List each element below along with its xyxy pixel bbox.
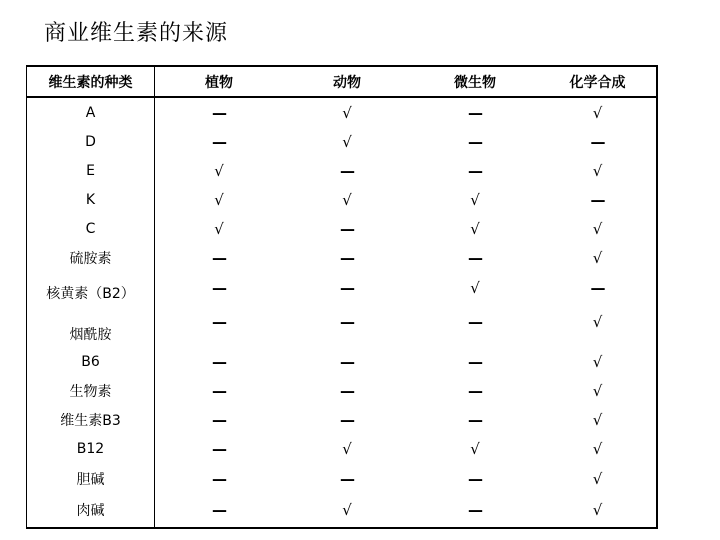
table-cell-microbe: √ (470, 440, 480, 458)
table-cell-plant: √ (214, 219, 224, 238)
table-row-name: A (27, 98, 155, 128)
header-cell-microbe: 微生物 (411, 67, 539, 98)
table-cell-chemical-synthesis: √ (592, 219, 603, 238)
table-cell-plant: — (212, 411, 226, 429)
table-cell-plant: — (212, 279, 226, 297)
table-cell-chemical-synthesis: √ (592, 411, 603, 429)
header-cell-animal: 动物 (283, 67, 411, 98)
table-cell-microbe: — (468, 411, 482, 429)
table-cell-chemical-synthesis: √ (592, 353, 603, 371)
table-cell-plant: — (212, 353, 226, 371)
table-cell-plant: — (212, 440, 226, 458)
table-cell-plant: — (212, 469, 226, 488)
table-cell-chemical-synthesis: √ (592, 249, 603, 267)
table-row-name: 维生素B3 (27, 406, 155, 434)
table-row-name: 核黄素（B2） (27, 273, 155, 307)
table-cell-microbe: — (468, 162, 482, 180)
table-cell-chemical-synthesis: — (590, 279, 605, 297)
table-cell-animal: — (340, 382, 354, 400)
table-cell-animal: √ (342, 501, 352, 519)
table-cell-microbe: — (468, 382, 482, 400)
table-cell-chemical-synthesis: √ (592, 104, 603, 122)
table-cell-animal: — (340, 162, 354, 180)
table-cell-animal: √ (342, 133, 352, 151)
table-cell-microbe: √ (470, 191, 480, 209)
table-cell-microbe: — (468, 469, 482, 488)
table-row-name: D (27, 128, 155, 156)
table-row-name: B12 (27, 434, 155, 464)
header-cell-plant: 植物 (155, 67, 283, 98)
table-cell-animal: √ (342, 104, 352, 122)
table-cell-animal: — (340, 279, 354, 297)
table-row-name: 硫胺素 (27, 243, 155, 273)
table-cell-chemical-synthesis: — (590, 133, 605, 151)
table-cell-microbe: — (468, 249, 482, 267)
table-row-name: 肉碱 (27, 493, 155, 527)
table-row-name: K (27, 186, 155, 214)
table-row-name: C (27, 214, 155, 243)
table-cell-microbe: — (468, 133, 482, 151)
table-cell-microbe: — (468, 313, 482, 331)
table-row-name: 烟酰胺 (27, 307, 155, 348)
table-row-name: 胆碱 (27, 464, 155, 493)
table-cell-plant: — (212, 313, 226, 331)
table-cell-animal: — (340, 219, 354, 238)
table-cell-microbe: — (468, 353, 482, 371)
table-cell-chemical-synthesis: √ (592, 440, 603, 458)
table-cell-plant: — (212, 382, 226, 400)
table-cell-animal: √ (342, 191, 352, 209)
table-cell-chemical-synthesis: √ (592, 382, 603, 400)
table-cell-chemical-synthesis: √ (592, 313, 603, 331)
table-cell-animal: — (340, 313, 354, 331)
table-cell-plant: √ (214, 162, 224, 180)
table-cell-animal: √ (342, 440, 352, 458)
table-row-name: E (27, 156, 155, 186)
vitamin-source-table (26, 65, 658, 529)
table-cell-chemical-synthesis: √ (592, 469, 603, 488)
table-cell-microbe: — (468, 104, 482, 122)
table-cell-plant: — (212, 249, 226, 267)
header-cell-chemical-synthesis: 化学合成 (539, 67, 656, 98)
table-cell-animal: — (340, 469, 354, 488)
page-title: 商业维生素的来源 (44, 21, 229, 46)
table-row-name: B6 (27, 348, 155, 376)
table-cell-microbe: — (468, 501, 482, 519)
table-cell-plant: — (212, 133, 226, 151)
table-cell-plant: — (212, 501, 226, 519)
table-cell-chemical-synthesis: √ (592, 162, 603, 180)
table-cell-microbe: √ (470, 279, 480, 297)
header-cell-vitamin-type: 维生素的种类 (27, 67, 155, 98)
table-cell-animal: — (340, 353, 354, 371)
table-cell-plant: — (212, 104, 226, 122)
table-cell-chemical-synthesis: — (590, 191, 605, 209)
table-cell-chemical-synthesis: √ (592, 501, 603, 519)
table-cell-animal: — (340, 249, 354, 267)
table-cell-microbe: √ (470, 219, 480, 238)
table-row-name: 生物素 (27, 376, 155, 406)
table-cell-animal: — (340, 411, 354, 429)
table-cell-plant: √ (214, 191, 224, 209)
